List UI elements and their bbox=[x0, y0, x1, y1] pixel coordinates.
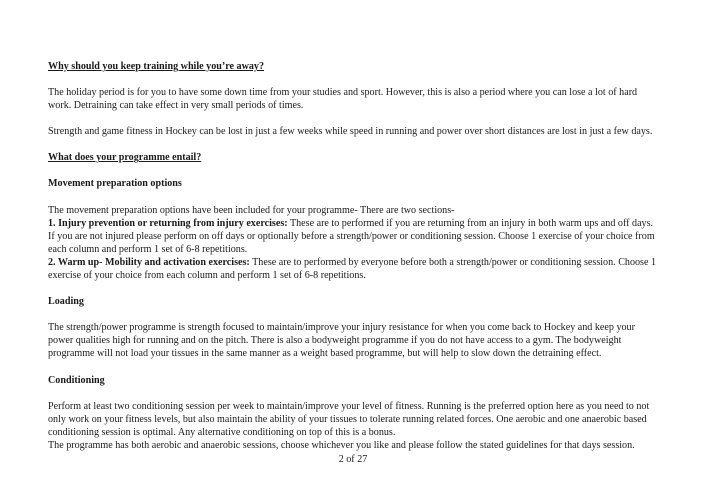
list-item-text: These are to performed if you are returning from an injury in both warm ups and off days. If you are not injured please perform on off days or optionally before a strength/power or conditioning session. Choose 1 exercise of your choice from each column and perform 1 set of 6-8 repetitions. bbox=[48, 217, 655, 255]
list-item-warm-up bbox=[48, 256, 660, 282]
list-item-title: 2. Warm up- Mobility and activation exercises: bbox=[48, 256, 250, 268]
paragraph-conditioning-1: Perform at least two conditioning session per week to maintain/improve your level of fitness. Running is the preferred option here as you need to not only work on your fitness levels, but also maintain the ability of your tissues to tolerate running related forces. One aerobic and one anaerobic based conditioning session is optimal. Any alternative conditioning on top of this is a bonus. bbox=[48, 400, 650, 438]
paragraph-strength-fitness: Strength and game fitness in Hockey can be lost in just a few weeks while speed in running and power over short distances are lost in just a few days. bbox=[48, 126, 653, 138]
section-heading-why: Why should you keep training while you’re away? bbox=[48, 61, 265, 72]
list-item-injury-prevention bbox=[48, 217, 660, 256]
list-item-text: These are to performed by everyone before both a strength/power or conditioning session. Choose 1 exercise of your choice from each column and perform 1 set of 6-8 repetitions. bbox=[48, 256, 657, 282]
paragraph-loading: The strength/power programme is strength focused to maintain/improve your injury resistance for when you come back to Hockey and keep your power qualities high for running and on the pitch. There is also a bodyweight programme if you do not have access to a gym. The bodyweight programme will not load your tissues in the same manner as a weight based programme, but will help to slow down the detraining effect. bbox=[48, 322, 635, 360]
page-number: 2 of 27 bbox=[338, 454, 368, 465]
paragraph-conditioning-2: The programme has both aerobic and anaerobic sessions, choose whichever you like and please follow the stated guidelines for that days session. bbox=[48, 439, 635, 451]
section-heading-programme: What does your programme entail? bbox=[48, 152, 202, 164]
document-page bbox=[48, 60, 660, 452]
paragraph-holiday: The holiday period is for you to have some down time from your studies and sport. However, this is also a period where you can lose a lot of hard work. Detraining can take effect in very small periods of times. bbox=[48, 87, 638, 112]
subheading-conditioning: Conditioning bbox=[48, 374, 105, 386]
list-item-title: 1. Injury prevention or returning from injury exercises: bbox=[48, 217, 288, 229]
subheading-loading: Loading bbox=[48, 296, 84, 308]
paragraph-movement-intro: The movement preparation options have been included for your programme- There are two sections- bbox=[48, 204, 455, 216]
subheading-movement-preparation: Movement preparation options bbox=[48, 178, 182, 190]
